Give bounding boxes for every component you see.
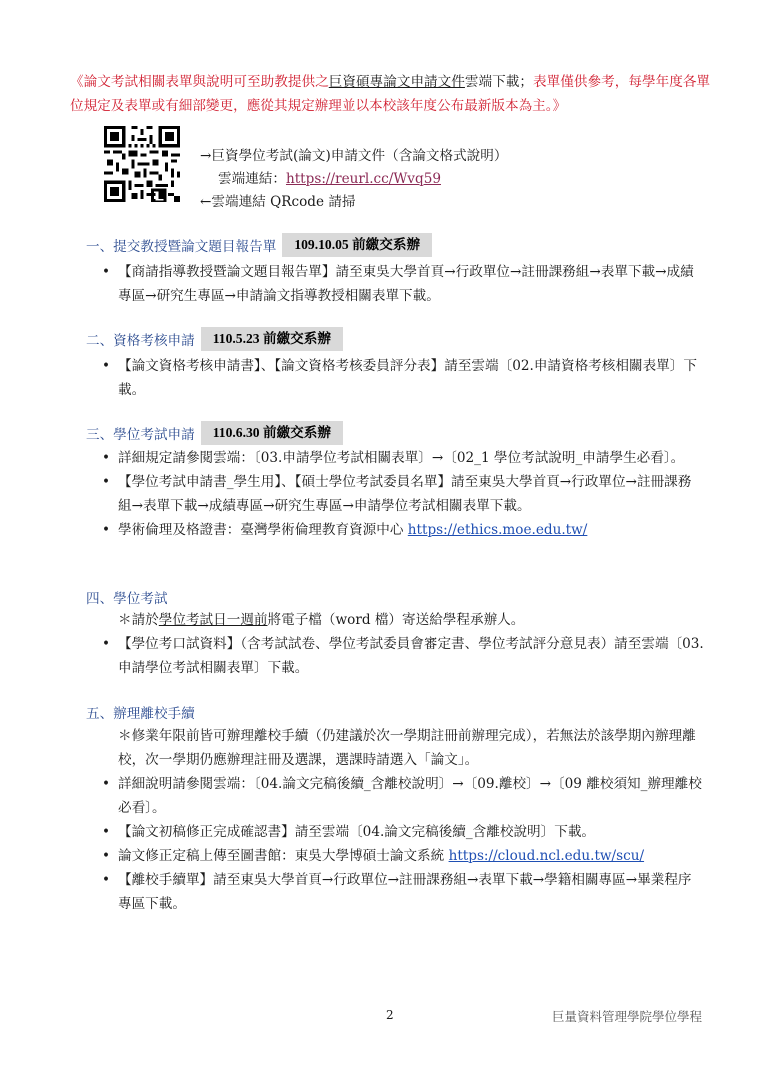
section-3-title: 三、學位考試申請 <box>86 427 195 443</box>
star-note <box>100 608 704 632</box>
ethics-link[interactable]: https://ethics.moe.edu.tw/ <box>407 522 588 538</box>
list-item: • 【商請指導教授暨論文題目報告單】請至東吳大學首頁→行政單位→註冊課務組→表單下載→成績專區→研究生專區→申請論文指導教授相關表單下載。 <box>100 260 704 308</box>
list-item <box>100 518 704 542</box>
section-2-deadline: 110.5.23 前繳交系辦 <box>201 327 343 351</box>
star-note-post: 將電子檔（word 檔）寄送給學程承辦人。 <box>267 612 525 628</box>
cloud-link-line <box>200 168 507 191</box>
notice-part3: 雲端下載； <box>464 74 533 90</box>
list-item: • 【學位考口試資料】（含考試試卷、學位考試委員會審定書、學位考試評分意見表）請至雲端〔03.申請學位考試相關表單〕下載。 <box>100 632 704 680</box>
section-5-title: 五、辦理離校手續 <box>86 706 195 722</box>
list-item: • 詳細說明請參閱雲端：〔04.論文完稿後續_含離校說明〕→〔09.離校〕→〔09 離校須知_辦理離校必看〕。 <box>100 772 704 820</box>
ethics-text: 學術倫理及格證書：臺灣學術倫理教育資源中心 <box>118 522 408 538</box>
section-1-heading <box>86 234 432 256</box>
section-3-deadline: 110.6.30 前繳交系辦 <box>201 421 343 445</box>
notice-part1: 《論文考試相關表單與說明可至助教提供之 <box>70 74 329 90</box>
star-note-underline: 學位考試日一週前 <box>158 612 268 628</box>
section-5-list <box>100 724 704 916</box>
qr-description: →巨資學位考試(論文)申請文件（含論文格式說明） <box>200 148 508 164</box>
cloud-link-label: 雲端連結： <box>218 171 286 187</box>
section-4-title: 四、學位考試 <box>86 591 168 607</box>
section-1-deadline: 109.10.05 前繳交系辦 <box>282 233 432 257</box>
list-item: • 詳細規定請參閱雲端：〔03.申請學位考試相關表單〕→〔02_1 學位考試說明_申請學生必看〕。 <box>100 446 704 470</box>
page-number: 2 <box>386 1008 394 1022</box>
notice-part2: 巨資碩專論文申請文件 <box>328 74 465 90</box>
list-item: • 【論文資格考核申請書】、【論文資格考核委員評分表】請至雲端〔02.申請資格考核相關表單〕下載。 <box>100 354 704 402</box>
ncl-link[interactable]: https://cloud.ncl.edu.tw/scu/ <box>448 848 645 864</box>
section-3-list <box>100 446 704 542</box>
star-note: ＊修業年限前皆可辦理離校手續（仍建議於次一學期註冊前辦理完成），若無法於該學期內辦理離校，次一學期仍應辦理註冊及選課，選課時請選入「論文」。 <box>118 728 696 768</box>
section-1-title: 一、提交教授暨論文題目報告單 <box>86 239 277 255</box>
notice-paragraph <box>70 70 710 118</box>
section-1-list <box>100 260 704 308</box>
list-item: • 【學位考試申請書_學生用】、【碩士學位考試委員名單】請至東吳大學首頁→行政單位→註冊課務組→表單下載→成績專區→研究生專區→申請學位考試相關表單下載。 <box>100 470 704 518</box>
qr-code-image <box>104 126 180 202</box>
list-item: • 【論文初稿修正完成確認書】請至雲端〔04.論文完稿後續_含離校說明〕下載。 <box>100 820 704 844</box>
cloud-link[interactable]: https://reurl.cc/Wvq59 <box>285 171 441 187</box>
section-4-list <box>100 608 704 680</box>
section-3-heading <box>86 422 343 444</box>
notice-part4: 表單僅供參考，每學年度各單位規定及表單或有細部變更，應從其規定辦理並以本校該年度公布最新版本為主。》 <box>70 74 711 114</box>
section-2-heading <box>86 328 343 350</box>
section-2-title: 二、資格考核申請 <box>86 333 195 349</box>
section-2-list <box>100 354 704 402</box>
list-item <box>100 844 704 868</box>
qr-scan-hint: ←雲端連結 QRcode 請掃 <box>200 194 356 210</box>
qr-info <box>200 145 507 214</box>
list-item: • 【離校手續單】請至東吳大學首頁→行政單位→註冊課務組→表單下載→學籍相關專區→畢業程序專區下載。 <box>100 868 704 916</box>
star-note-pre: ＊請於 <box>118 612 159 628</box>
footer-department: 巨量資料管理學院學位學程 <box>551 1009 702 1024</box>
library-upload-text: 論文修正定稿上傳至圖書館：東吳大學博碩士論文系統 <box>118 848 449 864</box>
